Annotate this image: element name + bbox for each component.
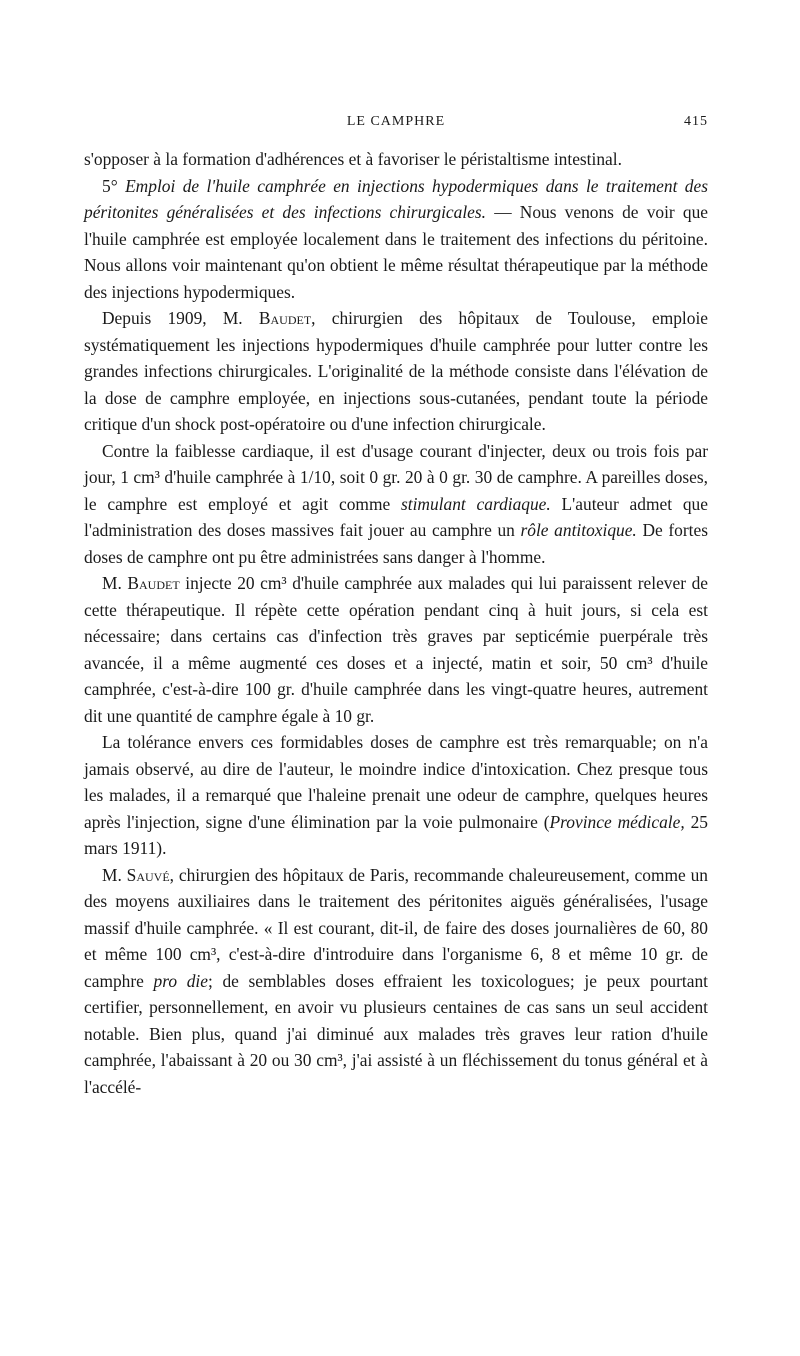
section-paragraph [84,173,708,306]
paragraph-text: La tolérance envers ces formidables doses de camphre est très remarquable; on n'a jamais observé, au dire de l'auteur, le moindre indice d'intoxication. Chez presque tous les malades, il a remarqué que l'haleine prenait une odeur de camphre, quelques heures après l'injection, signe d'une élimination par la voie pulmonaire ( [84,732,708,832]
section-number: 5° [102,175,118,196]
italic-term: rôle antitoxique. [520,520,637,540]
book-page [84,110,708,1100]
paragraph-text: M. [102,573,122,593]
paragraph-text: Contre la faiblesse cardiaque, il est d'usage courant d'injecter, deux ou trois fois par jour, 1 cm³ d'huile camphrée à 1/10, soit 0 gr. 20 à 0 gr. 30 de camphre. A pareilles doses, le camphre est employé et agit comme [84,440,708,514]
paragraph [84,570,708,729]
citation-source: Province médicale, [549,811,685,832]
author-name: Sauvé [126,864,170,885]
paragraph [84,438,708,571]
italic-term: pro die [153,970,208,991]
paragraph-text: 25 mars 1911). [84,811,708,858]
paragraph-text: De fortes doses de camphre ont pu être administrées sans danger à l'homme. [84,520,708,567]
page-number: 415 [684,114,708,129]
running-header [84,110,708,136]
paragraph-text: M. [102,864,122,885]
paragraph-text: Depuis 1909, M. [102,308,243,328]
paragraph [84,146,708,173]
paragraph [84,305,708,438]
paragraph-text: ; de semblables doses effraient les toxicologues; je peux pourtant certifier, personnellement, en avoir vu plusieurs centaines de cas sans un seul accident notable. Bien plus, quand j'ai diminué aux malades très graves leur ration d'huile camphrée, l'abaissant à 20 ou 30 cm³, j'ai assisté à un fléchissement du tonus général et à l'accélé- [84,970,708,1097]
paragraph-text: injecte 20 cm³ d'huile camphrée aux malades qui lui paraissent relever de cette thérapeutique. Il répète cette opération pendant cinq à huit jours, si cela est nécessaire; dans certains cas d'infection très graves par septicémie puerpérale très avancée, il a même augmenté ces doses et a injecté, matin et soir, 50 cm³ d'huile camphrée, c'est-à-dire 100 gr. d'huile camphrée dans les vingt-quatre heures, autrement dit une quantité de camphre égale à 10 gr. [84,573,708,726]
author-name: Baudet [258,308,312,328]
author-name: Baudet [127,573,180,593]
running-title: LE CAMPHRE [346,114,446,129]
paragraph [84,862,708,1101]
paragraph [84,729,708,862]
paragraph-text: , chirurgien des hôpitaux de Paris, recommande chaleureusement, comme un des moyens auxiliaires dans le traitement des péritonites aiguës généralisées, l'usage massif d'huile camphrée. « Il est courant, dit-il, de faire des doses journalières de 60, 80 et même 100 cm³, c'est-à-dire d'introduire dans l'organisme 6, 8 et même 10 gr. de camphre [84,864,708,991]
paragraph-text: L'auteur admet que l'administration des doses massives fait jouer au camphre un [84,493,708,540]
italic-term: stimulant cardiaque. [401,493,551,514]
paragraph-text: , chirurgien des hôpitaux de Toulouse, emploie systématiquement les injections hypodermiques d'huile camphrée pour lutter contre les grandes infections chirurgicales. L'originalité de la méthode consiste dans l'élévation de la dose de camphre employée, en injections sous-cutanées, pendant toute la période critique d'un shock post-opératoire ou d'une infection chirurgicale. [84,308,708,434]
paragraph-text: — Nous venons de voir que l'huile camphrée est employée localement dans le traitement des infections du péritoine. Nous allons voir maintenant qu'on obtient le même résultat thérapeutique par la méthode des injections hypodermiques. [84,202,708,302]
section-heading: Emploi de l'huile camphrée en injections hypodermiques dans le traitement des péritonites généralisées et des infections chirurgicales. [84,175,708,222]
body-text [84,146,708,1100]
paragraph-text: s'opposer à la formation d'adhérences et à favoriser le péristaltisme intestinal. [84,149,622,169]
